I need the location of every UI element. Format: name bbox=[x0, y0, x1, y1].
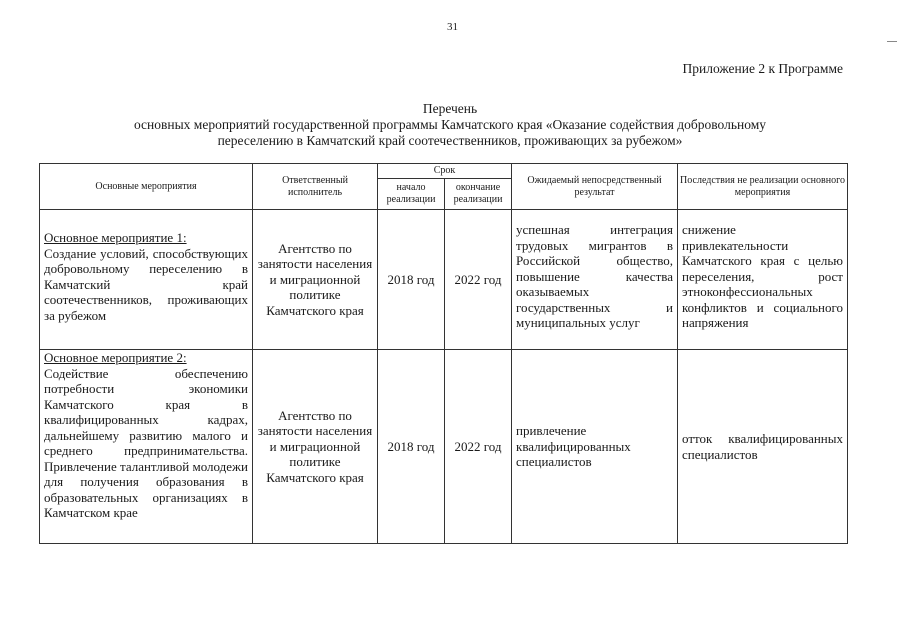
activity-cell bbox=[40, 350, 253, 544]
end-year-cell: 2022 год bbox=[445, 350, 512, 544]
activity-title: Основное мероприятие 1: bbox=[44, 230, 187, 245]
activity-text: Создание условий, способствующих добровольному переселению в Камчатский край соотечественников, проживающих за рубежом bbox=[44, 245, 248, 323]
activity-cell bbox=[40, 210, 253, 350]
header-result: Ожидаемый непосредственный результат bbox=[512, 164, 678, 210]
header-consequences: Последствия не реализации основного мероприятия bbox=[678, 164, 848, 210]
document-heading bbox=[40, 101, 860, 149]
header-start: начало реализации bbox=[378, 179, 445, 210]
heading-line-3: переселению в Камчатский край соотечественников, проживающих за рубежом» bbox=[217, 133, 683, 148]
heading-line-2: основных мероприятий государственной программы Камчатского края «Оказание содействия добровольному bbox=[133, 117, 767, 132]
end-year-cell: 2022 год bbox=[445, 210, 512, 350]
executor-cell: Агентство по занятости населения и миграционной политике Камчатского края bbox=[253, 350, 378, 544]
activities-table bbox=[39, 163, 848, 544]
header-term: Срок bbox=[378, 164, 512, 179]
header-executor: Ответственный исполнитель bbox=[253, 164, 378, 210]
header-end: окончание реализации bbox=[445, 179, 512, 210]
table-header-row bbox=[40, 164, 848, 179]
consequences-cell: снижение привлекательности Камчатского края с целью переселения, рост этноконфессиональных конфликтов и социального напряжения bbox=[678, 210, 848, 350]
page-number: 31 bbox=[447, 21, 458, 33]
executor-cell: Агентство по занятости населения и миграционной политике Камчатского края bbox=[253, 210, 378, 350]
margin-mark bbox=[887, 41, 897, 42]
table-row bbox=[40, 210, 848, 350]
header-activities: Основные мероприятия bbox=[40, 164, 253, 210]
appendix-label: Приложение 2 к Программе bbox=[682, 61, 843, 76]
result-cell: успешная интеграция трудовых мигрантов в Российской общество, повышение качества оказываемых государственных и муниципальных услуг bbox=[512, 210, 678, 350]
result-cell: привлечение квалифицированных специалистов bbox=[512, 350, 678, 544]
activity-title: Основное мероприятие 2: bbox=[44, 350, 187, 365]
table-row bbox=[40, 350, 848, 544]
start-year-cell: 2018 год bbox=[378, 210, 445, 350]
start-year-cell: 2018 год bbox=[378, 350, 445, 544]
heading-title: Перечень bbox=[422, 101, 478, 116]
consequences-cell: отток квалифицированных специалистов bbox=[678, 350, 848, 544]
activity-text: Содействие обеспечению потребности экономики Камчатского края в квалифицированных кадрах, дальнейшему развитию малого и среднего предпринимательства. Привлечение талантливой молодежи для получения образования в образовательных организациях в Камчатском крае bbox=[44, 365, 248, 520]
